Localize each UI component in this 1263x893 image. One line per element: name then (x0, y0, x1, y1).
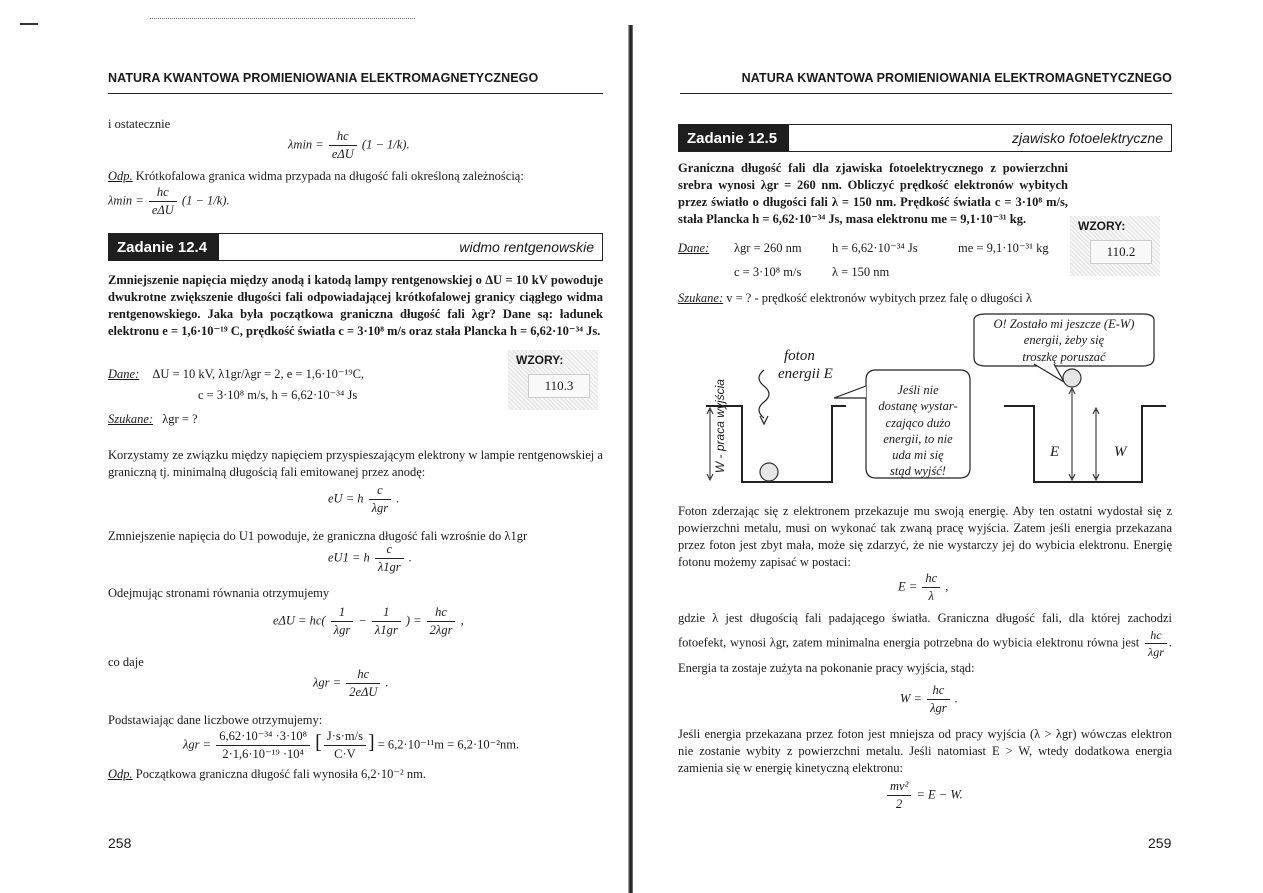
photon-label-2: energii E (778, 366, 833, 382)
paragraph-3: Odejmując stronami równania otrzymujemy (108, 586, 330, 600)
running-head-right: NATURA KWANTOWA PROMIENIOWANIA ELEKTROMAGNETYCZNEGO (680, 70, 1172, 94)
work-label: W (1114, 444, 1127, 460)
given-electron-mass: me = 9,1·10⁻³¹ kg (958, 241, 1049, 255)
photon-wave (759, 370, 769, 418)
page-number-right: 259 (1148, 835, 1172, 851)
formulas-reference-box: WZORY: 110.3 (508, 350, 598, 410)
given-planck: h = 6,62·10⁻³⁴ Js (832, 241, 918, 255)
electron-left (760, 463, 778, 481)
given-speed-of-light: c = 3·10⁸ m/s (734, 265, 802, 279)
formula-lambda-gr: λgr = $\frac{hc}{\text{2eΔU}}$ . (313, 667, 389, 699)
formulas-reference-box: WZORY: 110.2 (1070, 216, 1160, 276)
formula-eU1: eU1 = h $\frac{c}{\lambda 1gr}$ . (328, 542, 412, 574)
task-statement: Graniczna długość fali dla zjawiska fotoelektrycznego z powierzchni srebra wynosi λgr = 260 nm. Obliczyć prędkość elektronów wybitych przez światło o długości fali λ = 150 nm. Prędkość światła c = 3·10⁸ m/s, stała Plancka h = 6,62·10⁻³⁴ Js, masa elektronu me = 9,1·10⁻³¹ kg. (678, 161, 1068, 226)
task-label: Zadanie 12.5 (679, 125, 789, 151)
given-lambda: λ = 150 nm (832, 265, 890, 279)
formula-numeric: λgr = $\frac{\text{6,62·10⁻³⁴ ·3·10⁸}}{\text{2·1,6·10⁻¹⁹ ·10⁴}}$ [ $\frac{J\cdot s\cdot m/s}{C\cdot V}$ ] = 6,2·10⁻¹¹m = 6,2·10⁻²nm. (183, 729, 520, 761)
intro-text: i ostatecznie (108, 117, 171, 131)
book-spine (628, 25, 633, 893)
right-page (650, 0, 1170, 893)
paragraph-1: Foton zderzając się z elektronem przekazuje mu swoją energię. Aby ten ostatni wydostał się z powierzchni metalu, musi on wykonać tak zwaną pracę wyjścia. Zatem jeśli energia przekazana przez foton jest zbyt mała, może się zdarzyć, że nie wystarczy jej do wybicia elektronu. Energię fotonu możemy zapisać w postaci: (678, 504, 1172, 569)
task-header-12-4 (108, 233, 603, 261)
given-data-line2: c = 3·10⁸ m/s, h = 6,62·10⁻³⁴ Js (198, 388, 358, 402)
answer-text: Krótkofalowa granica widma przypada na długość fali określoną zależnością: (135, 169, 524, 183)
electron-right (1063, 369, 1081, 387)
sought-value: Szukane: v = ? - prędkość elektronów wybitych przez falę o długości λ (678, 291, 1032, 305)
photoelectric-diagram (674, 310, 1172, 500)
answer-2: Odp. Początkowa graniczna długość fali wynosiła 6,2·10⁻² nm. (108, 767, 426, 781)
bubble-left-text: Jeśli nie dostanę wystar- czająco dużo energii, to nie uda mi się stąd wyjść! (878, 383, 958, 479)
work-function-axis-label: W - praca wyjścia (712, 379, 727, 474)
formula-eU: eU = h $\frac{c}{\text{λgr}}$ . (328, 483, 400, 515)
formula-lambda-min-answer: λmin = $\frac{hc}{\text{eΔU}}$ (1 − 1/k). (108, 185, 230, 217)
corner-mark (20, 23, 38, 25)
paragraph-5: Podstawiając dane liczbowe otrzymujemy: (108, 713, 323, 727)
left-page (98, 0, 618, 893)
paragraph-2: gdzie λ jest długością fali padającego światła. Graniczna długość fali, dla której zachodzi fotoefekt, wynosi λgr, zatem minimalna energia potrzebna do wybicia elektronu równa jest $\frac{hc}{\text{λgr}}$ . Energia ta zostaje zużyta na pokonanie pracy wyjścia, stąd: (678, 611, 1172, 676)
formula-subtraction: eΔU = hc( $\frac{1}{\text{λgr}}$ − $\frac{1}{\lambda 1gr}$ ) = $\frac{hc}{\text{2λgr}}$ , (273, 605, 464, 637)
answer-1 (108, 168, 603, 185)
paragraph-1: Korzystamy ze związku między napięciem przyspieszającym elektrony w lampie rentgenowskiej a graniczną tj. minimalną długością fali emitowanej przez anodę: (108, 448, 603, 479)
task-label: Zadanie 12.4 (109, 234, 219, 260)
given-lambda-gr: λgr = 260 nm (734, 241, 802, 255)
answer-label: Odp. (108, 169, 133, 183)
given-data: Dane: ΔU = 10 kV, λ1gr/λgr = 2, e = 1,6·10⁻¹⁹C, (108, 367, 365, 381)
task-topic: zjawisko fotoelektryczne (1012, 130, 1163, 146)
sought-value: Szukane: λgr = ? (108, 412, 198, 426)
formula-kinetic-energy: $\frac{\text{mv²}}{2}$ = E − W. (885, 778, 963, 813)
given-label: Dane: (678, 241, 710, 255)
running-head-left: NATURA KWANTOWA PROMIENIOWANIA ELEKTROMAGNETYCZNEGO (108, 70, 603, 94)
formula-work-function: W = $\frac{hc}{\text{λgr}}$ . (900, 683, 958, 715)
task-statement: Zmniejszenie napięcia między anodą i katodą lampy rentgenowskiej o ΔU = 10 kV powoduje dwukrotne zwiększenie długości fali odpowiadającej krótkofalowej granicy ciągłego widma rentgenowskiego. Jaka była początkowa graniczna długość fali λgr? Dane są: ładunek elektronu e = 1,6·10⁻¹⁹ C, prędkość światła c = 3·10⁸ m/s oraz stała Plancka h = 6,62·10⁻³⁴ Js. (108, 273, 603, 338)
paragraph-4: co daje (108, 655, 144, 669)
paragraph-3: Jeśli energia przekazana przez foton jest mniejsza od pracy wyjścia (λ > λgr) wówczas elektron nie zostanie wybity z powierzchni metalu. Jeśli natomiast E > W, wtedy dodatkowa energia zamienia się w energię kinetyczną elektronu: (678, 727, 1172, 775)
formula-photon-energy: E = $\frac{hc}{\lambda}$ , (898, 571, 949, 603)
paragraph-2: Zmniejszenie napięcia do U1 powoduje, że graniczna długość fali wzrośnie do λ1gr (108, 529, 528, 543)
bubble-right-text: O! Zostało mi jeszcze (E-W) energii, żeby się troszkę poruszać (993, 317, 1135, 364)
potential-well-right (1004, 406, 1166, 482)
task-header-12-5 (678, 124, 1172, 152)
page-number-left: 258 (108, 835, 132, 851)
photon-label-1: foton (784, 348, 815, 364)
energy-label: E (1050, 444, 1060, 460)
formula-lambda-min: λmin = $\frac{hc}{\text{eΔU}}$ (1 − 1/k). (288, 129, 410, 161)
task-topic: widmo rentgenowskie (459, 239, 594, 255)
